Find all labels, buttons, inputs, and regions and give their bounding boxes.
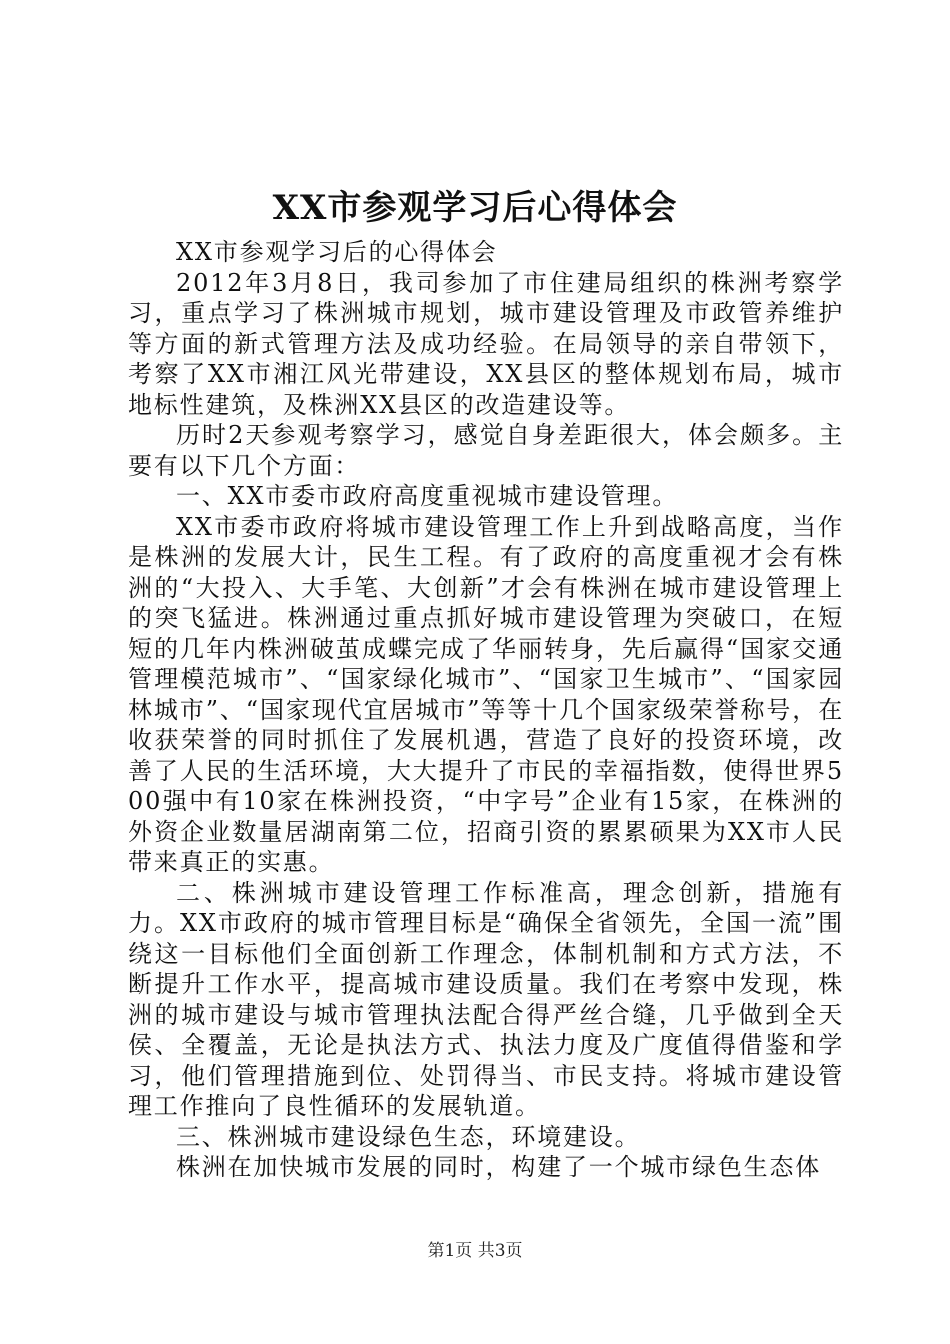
paragraph-subtitle: XX市参观学习后的心得体会: [176, 238, 498, 266]
paragraph-section-2: 二、株洲城市建设管理工作标准高，理念创新，措施有力。XX市政府的城市管理目标是“确保全省领先，全国一流”围绕这一目标他们全面创新工作理念，体制机制和方式方法，不断提升工作水平，提高城市建设质量。我们在考察中发现，株洲的城市建设与城市管理执法配合得严丝合缝，几乎做到全天侯、全覆盖，无论是执法方式、执法力度及广度值得借鉴和学习，他们管理措施到位、处罚得当、市民支持。将城市建设管理工作推向了良性循环的发展轨道。: [128, 878, 844, 1120]
paragraph-section-1: XX市委市政府将城市建设管理工作上升到战略高度，当作是株洲的发展大计，民生工程。有了政府的高度重视才会有株洲的“大投入、大手笔、大创新”才会有株洲在城市建设管理上的突飞猛进。株洲通过重点抓好城市建设管理为突破口，在短短的几年内株洲破茧成蝶完成了华丽转身，先后赢得“国家交通管理模范城市”、“国家绿化城市”、“国家卫生城市”、“国家园林城市”、“国家现代宜居城市”等等十几个国家级荣誉称号，在收获荣誉的同时抓住了发展机遇，营造了良好的投资环境，改善了人民的生活环境，大大提升了市民的幸福指数，使得世界500强中有10家在株洲投资，“中字号”企业有15家，在株洲的外资企业数量居湖南第二位，招商引资的累累硕果为XX市人民带来真正的实惠。: [128, 512, 844, 876]
paragraph-section-3: 株洲在加快城市发展的同时，构建了一个城市绿色生态体: [176, 1153, 821, 1181]
section-heading-1: 一、XX市委市政府高度重视城市建设管理。: [176, 482, 679, 510]
page-footer: 第1页 共3页: [427, 1241, 523, 1261]
document-title: XX市参观学习后心得体会: [272, 188, 678, 228]
paragraph-summary: 历时2天参观考察学习，感觉自身差距很大，体会颇多。主要有以下几个方面：: [128, 421, 844, 480]
section-heading-3: 三、株洲城市建设绿色生态，环境建设。: [176, 1122, 641, 1151]
paragraph-intro: 2012年3月8日，我司参加了市住建局组织的株洲考察学习，重点学习了株洲城市规划，城市建设管理及市政管养维护等方面的新式管理方法及成功经验。在局领导的亲自带领下，考察了XX市湘江风光带建设，XX县区的整体规划布局，城市地标性建筑，及株洲XX县区的改造建设等。: [128, 268, 844, 419]
document-body: [128, 237, 844, 1183]
